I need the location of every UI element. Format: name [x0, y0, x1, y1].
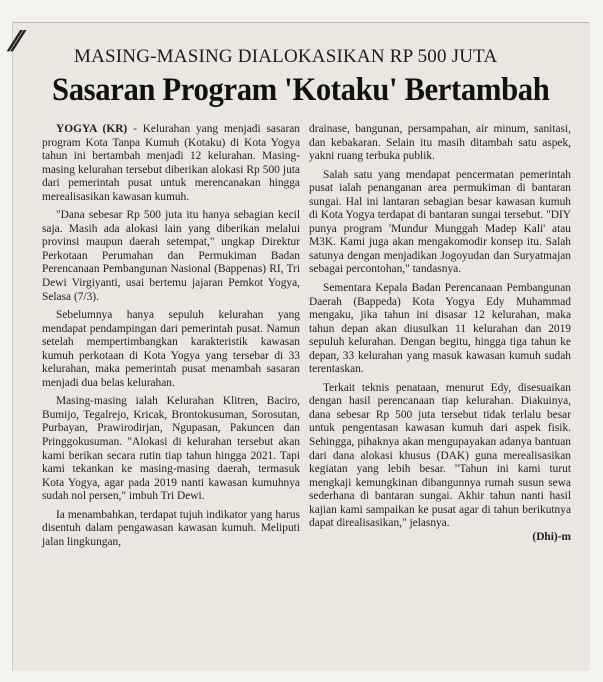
author-signature: (Dhi)-m: [532, 530, 571, 543]
dateline: YOGYA (KR): [56, 123, 128, 135]
paragraph: Sebelumnya hanya sepuluh kelurahan yang mendapat pendampingan dari pemerintah pusat. Namun setelah mempertimbangkan karakteristik kawasan kumuh perkotaan di Kota Yogya yang tersebar di 33 kelurahan, maka pemerintah pusat menambah sasaran menjadi dua belas kelurahan.: [42, 309, 300, 389]
article-headline: Sasaran Program 'Kotaku' Bertambah: [52, 72, 550, 108]
paragraph: Masing-masing ialah Kelurahan Klitren, Baciro, Bumijo, Tegalrejo, Kricak, Brontokusuman, Sorosutan, Purbayan, Prawirodirjan, Ngupasan, Pakuncen dan Pringgokusuman. "Alokasi di kelurahan tersebut akan kami berikan secara rutin tiap tahun hingga 2021. Tapi kami tekankan ke masing-masing daerah, termasuk Kota Yogya, agar pada 2019 nanti kawasan kumuhnya sudah nol persen," imbuh Tri Dewi.: [42, 395, 300, 503]
paragraph: [42, 123, 300, 204]
paragraph: "Dana sebesar Rp 500 juta itu hanya sebagian kecil saja. Masih ada alokasi lain yang diberikan melalui provinsi maupun daerah setempat," ungkap Direktur Perkotaan Perumahan dan Permukiman Badan Perencanaan Pembangunan Nasional (Bappenas) RI, Tri Dewi Virgiyanti, usai bertemu jajaran Pemkot Yogya, Selasa (7/3).: [42, 209, 300, 303]
paragraph: Salah satu yang mendapat pencermatan pemerintah pusat ialah penanganan area permukiman di bantaran sungai. Hal ini lantaran sebagian besar kawasan kumuh di Kota Yogya terdapat di bantaran sungai tersebut. "DIY punya program 'Mundur Munggah Madep Kali' atau M3K. Kami juga akan mengakomodir konsep itu. Salah satunya dengan menjadikan Jogoyudan dan Suryatmajan sebagai percontohan," tandasnya.: [309, 168, 571, 276]
article-kicker: MASING-MASING DIALOKASIKAN RP 500 JUTA: [74, 46, 498, 67]
paragraph-text: - Kelurahan yang menjadi sasaran program Kota Tanpa Kumuh (Kotaku) di Kota Yogya tahun ini bertambah menjadi 12 kelurahan. Masing-masing kelurahan tersebut diberikan alokasi Rp 500 juta dari pemerintah pusat untuk merencanakan hingga merealisasikan kawasan kumuh.: [42, 123, 300, 203]
paragraph: Sementara Kepala Badan Perencanaan Pembangunan Daerah (Bappeda) Kota Yogya Edy Muhammad mengaku, jika tahun ini disasar 12 kelurahan, maka tahun depan akan diusulkan 11 kelurahan dan 2019 sepuluh kelurahan. Dengan begitu, hingga tiga tahun ke depan, 33 kelurahan yang masuk kawasan kumuh sudah terentaskan.: [309, 282, 571, 376]
right-column: [309, 123, 571, 544]
paragraph: Terkait teknis penataan, menurut Edy, disesuaikan dengan hasil perencanaan tiap kelurahan. Diakuinya, dana sebesar Rp 500 juta tersebut tidak terlalu besar untuk pengentasan kawasan kumuh dari aspek fisik. Sehingga, pihaknya akan mengupayakan adanya bantuan dari dana alokasi khusus (DAK) guna merealisasikan kegiatan yang lebih besar. "Tahun ini kami turut mengkaji kemungkinan dibangunnya rumah susun sewa sederhana di bantaran sungai. Akhir tahun nanti hasil kajian kami sampaikan ke pusat agar di tahun berikutnya dapat direalisasikan," jelasnya.: [309, 381, 571, 530]
paragraph: drainase, bangunan, persampahan, air minum, sanitasi, dan kebakaran. Selain itu masih ditambah satu aspek, yakni ruang terbuka publik.: [309, 123, 571, 163]
section-slash-mark: //: [5, 26, 22, 56]
paragraph: Ia menambahkan, terdapat tujuh indikator yang harus disentuh dalam pengawasan kawasan kumuh. Meliputi jalan lingkungan,: [42, 508, 300, 548]
left-column: [42, 123, 300, 549]
